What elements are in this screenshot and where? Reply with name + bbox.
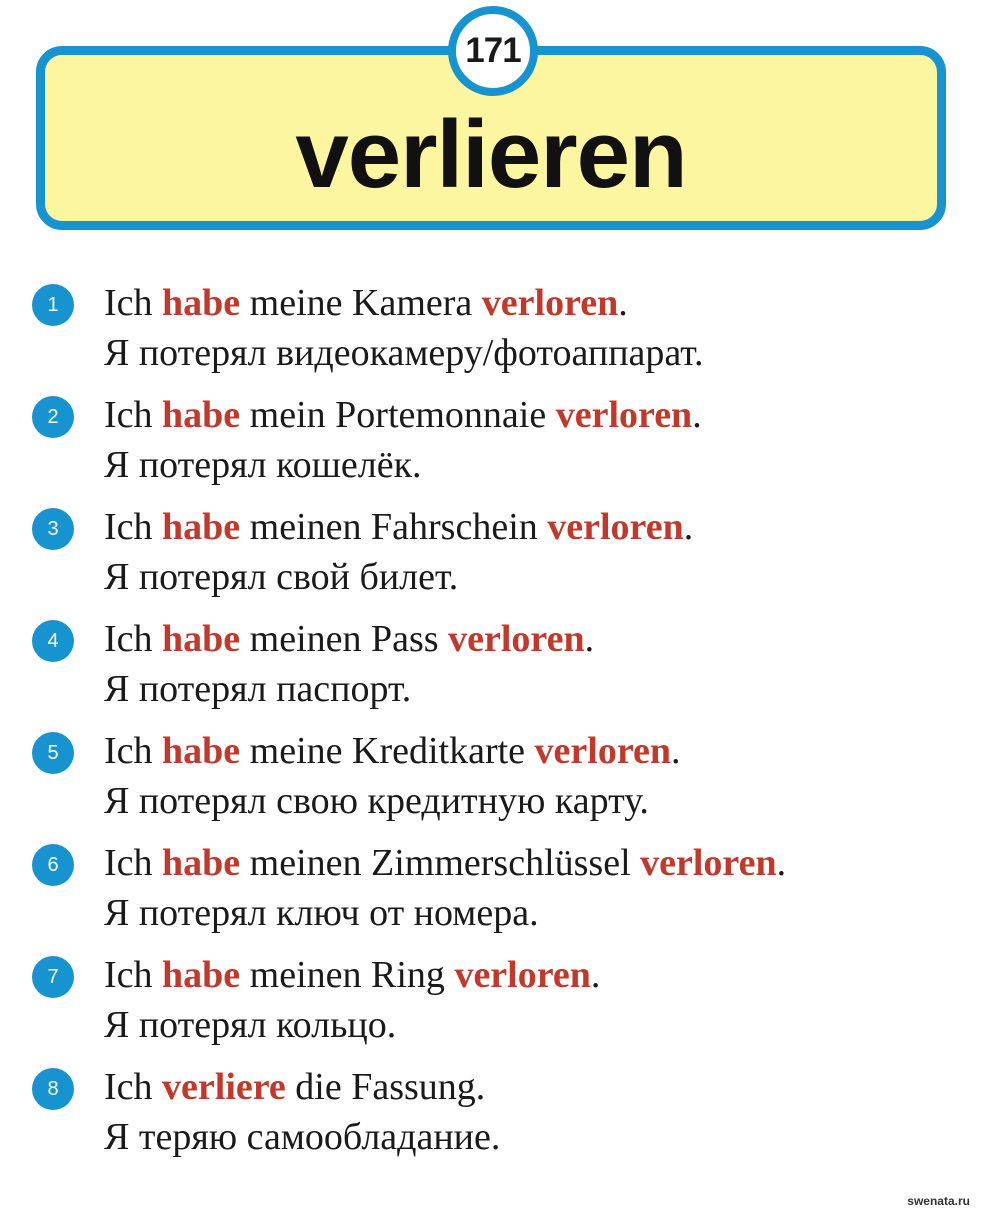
german-text: . [618, 282, 628, 324]
german-text: . [584, 618, 595, 660]
highlighted-verb: habe [162, 394, 241, 436]
highlighted-verb: habe [162, 506, 241, 548]
example-number: 1 [32, 284, 74, 326]
russian-translation: Я потерял свой билет. [104, 556, 459, 598]
german-sentence [104, 1062, 485, 1112]
highlighted-verb: verloren [640, 842, 777, 884]
example-number: 4 [32, 620, 74, 662]
highlighted-verb: verloren [481, 282, 619, 324]
highlighted-verb: habe [162, 954, 241, 996]
german-sentence [104, 726, 681, 776]
highlighted-verb: verloren [555, 394, 693, 436]
german-sentence [104, 390, 702, 440]
russian-translation: Я потерял свою кредитную карту. [104, 780, 649, 822]
german-text: Ich [104, 954, 163, 996]
german-text: Ich [104, 730, 163, 772]
example-item [32, 614, 972, 714]
example-number: 7 [32, 956, 74, 998]
german-text: meinen Fahrschein [240, 506, 548, 548]
source-credit: swenata.ru [907, 1194, 970, 1208]
russian-translation: Я потерял паспорт. [104, 668, 412, 710]
example-item [32, 1062, 972, 1162]
german-text: meine Kamera [240, 282, 482, 324]
german-text: Ich [104, 1066, 163, 1108]
highlighted-verb: habe [162, 282, 241, 324]
german-text: mein Portemonnaie [240, 394, 556, 436]
german-text: . [692, 394, 702, 436]
example-item [32, 278, 972, 378]
example-number: 2 [32, 396, 74, 438]
highlighted-verb: habe [162, 842, 241, 884]
card-number-badge: 171 [448, 6, 538, 96]
russian-translation: Я потерял видеокамеру/фотоаппарат. [104, 332, 704, 374]
german-sentence [104, 614, 594, 664]
russian-translation: Я потерял кольцо. [104, 1004, 397, 1046]
german-text: . [776, 842, 787, 884]
russian-translation: Я теряю самообладание. [104, 1116, 501, 1158]
example-item [32, 726, 972, 826]
highlighted-verb: verloren [448, 618, 585, 660]
german-text: Ich [104, 842, 163, 884]
german-text: Ich [104, 506, 163, 548]
example-item [32, 390, 972, 490]
highlighted-verb: habe [162, 730, 241, 772]
german-text: meine Kreditkarte [240, 730, 535, 772]
german-text: meinen Zimmerschlüssel [240, 842, 641, 884]
example-item [32, 950, 972, 1050]
example-number: 6 [32, 844, 74, 886]
german-text: meinen Pass [240, 618, 449, 660]
german-sentence [104, 502, 693, 552]
highlighted-verb: verliere [162, 1066, 286, 1108]
german-text: meinen Ring [240, 954, 455, 996]
example-item [32, 838, 972, 938]
highlighted-verb: habe [162, 618, 241, 660]
highlighted-verb: verloren [454, 954, 591, 996]
german-sentence [104, 838, 786, 888]
german-text: Ich [104, 282, 163, 324]
german-text: . [590, 954, 601, 996]
german-text: . [671, 730, 681, 772]
german-sentence [104, 950, 600, 1000]
german-text: . [683, 506, 694, 548]
german-sentence [104, 278, 628, 328]
german-text: Ich [104, 618, 163, 660]
german-text: Ich [104, 394, 163, 436]
highlighted-verb: verloren [547, 506, 684, 548]
russian-translation: Я потерял ключ от номера. [104, 892, 539, 934]
german-text: die Fassung. [285, 1066, 486, 1108]
example-number: 3 [32, 508, 74, 550]
example-number: 5 [32, 732, 74, 774]
example-number: 8 [32, 1068, 74, 1110]
highlighted-verb: verloren [534, 730, 672, 772]
russian-translation: Я потерял кошелёк. [104, 444, 422, 486]
example-item [32, 502, 972, 602]
verb-title: verlieren [295, 101, 687, 208]
